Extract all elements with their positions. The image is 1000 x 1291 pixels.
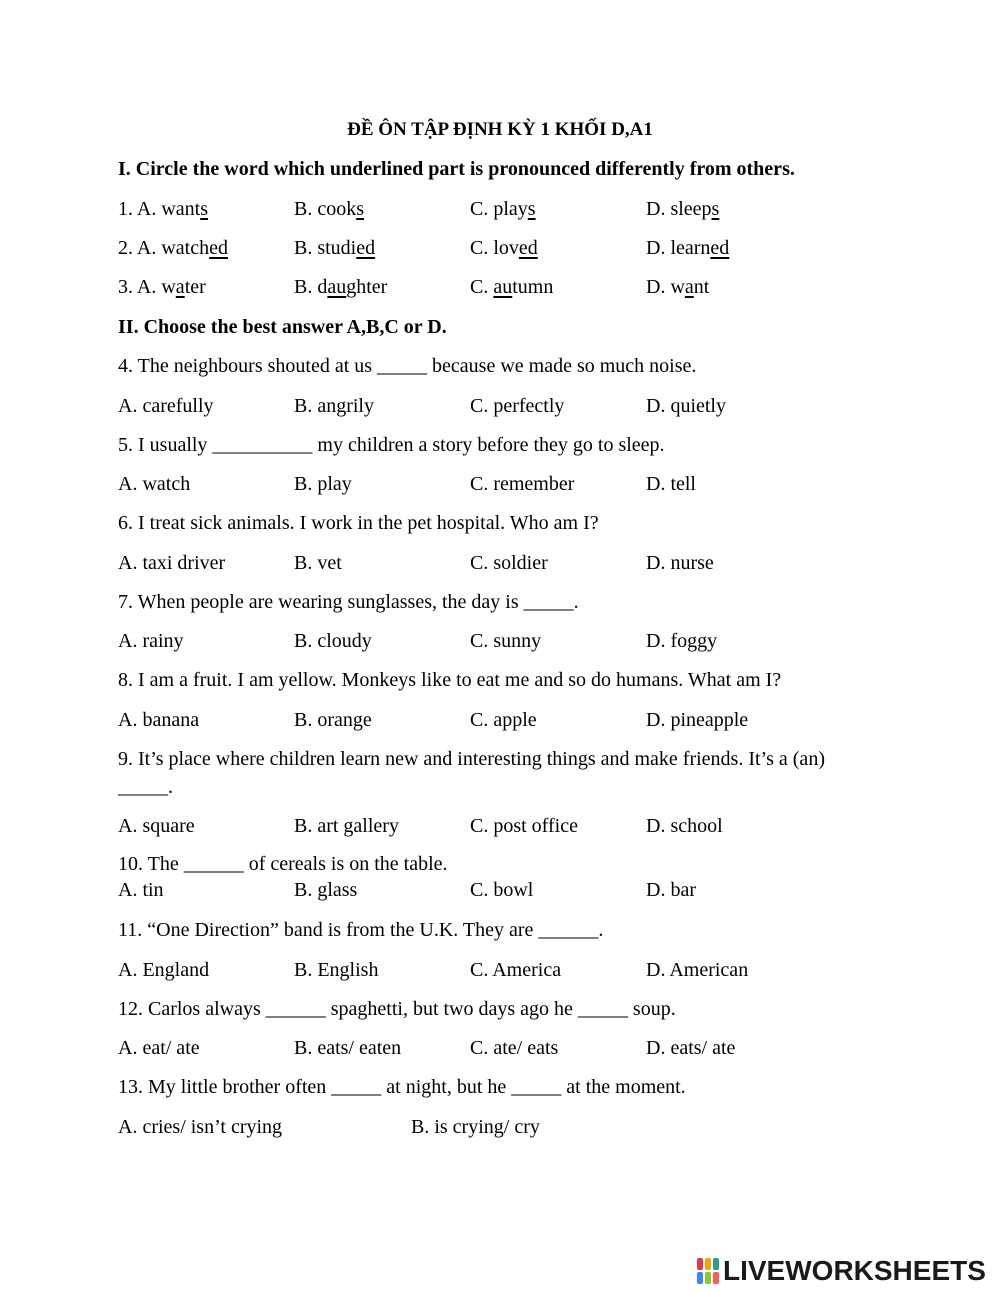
q5-option-c[interactable]: C. remember xyxy=(470,473,575,495)
q10-option-b[interactable]: B. glass xyxy=(294,879,358,901)
question-6-options xyxy=(118,551,918,575)
q2-option-a[interactable]: 2. A. watched xyxy=(118,237,228,259)
logo-block-5 xyxy=(705,1272,711,1284)
q1-option-d[interactable]: D. sleeps xyxy=(646,198,720,220)
question-5-text: 5. I usually __________ my children a story before they go to sleep. xyxy=(118,434,665,456)
question-9-text-continued: _____. xyxy=(118,776,173,798)
question-11-options xyxy=(118,958,918,982)
question-7-text: 7. When people are wearing sunglasses, the day is _____. xyxy=(118,591,579,613)
section-1-heading: I. Circle the word which underlined part is pronounced differently from others. xyxy=(118,158,795,180)
question-10-options xyxy=(118,878,918,902)
question-10-text: 10. The ______ of cereals is on the table. xyxy=(118,853,448,875)
q13-option-a[interactable]: A. cries/ isn’t crying xyxy=(118,1116,283,1138)
question-11-text: 11. “One Direction” band is from the U.K. They are ______. xyxy=(118,919,604,941)
q2-option-b[interactable]: B. studied xyxy=(294,237,376,259)
question-8-text: 8. I am a fruit. I am yellow. Monkeys like to eat me and so do humans. What am I? xyxy=(118,669,782,691)
logo-block-6 xyxy=(713,1272,719,1284)
question-12-text: 12. Carlos always ______ spaghetti, but two days ago he _____ soup. xyxy=(118,998,676,1020)
liveworksheets-logo-icon xyxy=(697,1258,719,1284)
q3-option-c[interactable]: C. autumn xyxy=(470,276,554,298)
question-4-options xyxy=(118,394,918,418)
logo-block-4 xyxy=(697,1272,703,1284)
q5-option-d[interactable]: D. tell xyxy=(646,473,696,495)
q6-option-d[interactable]: D. nurse xyxy=(646,552,714,574)
q5-option-b[interactable]: B. play xyxy=(294,473,352,495)
q9-option-b[interactable]: B. art gallery xyxy=(294,815,399,837)
q7-option-d[interactable]: D. foggy xyxy=(646,630,718,652)
q6-option-b[interactable]: B. vet xyxy=(294,552,342,574)
question-2-options xyxy=(118,236,918,260)
q8-option-a[interactable]: A. banana xyxy=(118,709,200,731)
question-9-options xyxy=(118,814,918,838)
question-13-options xyxy=(118,1115,918,1139)
q8-option-d[interactable]: D. pineapple xyxy=(646,709,749,731)
q1-option-b[interactable]: B. cooks xyxy=(294,198,365,220)
logo-block-1 xyxy=(697,1258,703,1270)
q12-option-c[interactable]: C. ate/ eats xyxy=(470,1037,559,1059)
q8-option-c[interactable]: C. apple xyxy=(470,709,537,731)
q2-option-c[interactable]: C. loved xyxy=(470,237,538,259)
q4-option-c[interactable]: C. perfectly xyxy=(470,395,565,417)
question-7-options xyxy=(118,629,918,653)
q4-option-b[interactable]: B. angrily xyxy=(294,395,374,417)
question-12-options xyxy=(118,1036,918,1060)
q7-option-c[interactable]: C. sunny xyxy=(470,630,542,652)
q8-option-b[interactable]: B. orange xyxy=(294,709,372,731)
q1-option-c[interactable]: C. plays xyxy=(470,198,536,220)
q6-option-c[interactable]: C. soldier xyxy=(470,552,548,574)
q11-option-b[interactable]: B. English xyxy=(294,959,379,981)
q4-option-d[interactable]: D. quietly xyxy=(646,395,726,417)
q11-option-c[interactable]: C. America xyxy=(470,959,562,981)
q11-option-d[interactable]: D. American xyxy=(646,959,749,981)
question-1-options xyxy=(118,197,918,221)
section-2-heading: II. Choose the best answer A,B,C or D. xyxy=(118,316,447,338)
q9-option-d[interactable]: D. school xyxy=(646,815,723,837)
page-title: ĐỀ ÔN TẬP ĐỊNH KỲ 1 KHỐI D,A1 xyxy=(347,119,653,140)
question-13-text: 13. My little brother often _____ at night, but he _____ at the moment. xyxy=(118,1076,686,1098)
q11-option-a[interactable]: A. England xyxy=(118,959,210,981)
q1-option-a[interactable]: 1. A. wants xyxy=(118,198,209,220)
q3-option-a[interactable]: 3. A. water xyxy=(118,276,206,298)
logo-block-3 xyxy=(713,1258,719,1270)
logo-text: LIVEWORKSHEETS xyxy=(723,1255,986,1286)
q12-option-a[interactable]: A. eat/ ate xyxy=(118,1037,200,1059)
q10-option-c[interactable]: C. bowl xyxy=(470,879,534,901)
q10-option-d[interactable]: D. bar xyxy=(646,879,696,901)
q2-option-d[interactable]: D. learned xyxy=(646,237,730,259)
q10-option-a[interactable]: A. tin xyxy=(118,879,164,901)
question-3-options xyxy=(118,275,918,299)
question-8-options xyxy=(118,708,918,732)
q13-option-b[interactable]: B. is crying/ cry xyxy=(411,1116,540,1138)
question-9-text: 9. It’s place where children learn new and interesting things and make friends. It’s a (an) xyxy=(118,748,825,770)
q7-option-a[interactable]: A. rainy xyxy=(118,630,184,652)
q9-option-a[interactable]: A. square xyxy=(118,815,195,837)
q7-option-b[interactable]: B. cloudy xyxy=(294,630,372,652)
q6-option-a[interactable]: A. taxi driver xyxy=(118,552,226,574)
q3-option-b[interactable]: B. daughter xyxy=(294,276,388,298)
question-5-options xyxy=(118,472,918,496)
q12-option-d[interactable]: D. eats/ ate xyxy=(646,1037,736,1059)
q4-option-a[interactable]: A. carefully xyxy=(118,395,214,417)
liveworksheets-logo xyxy=(697,1255,986,1287)
logo-block-2 xyxy=(705,1258,711,1270)
question-4-text: 4. The neighbours shouted at us _____ because we made so much noise. xyxy=(118,355,697,377)
q12-option-b[interactable]: B. eats/ eaten xyxy=(294,1037,402,1059)
question-6-text: 6. I treat sick animals. I work in the pet hospital. Who am I? xyxy=(118,512,599,534)
q5-option-a[interactable]: A. watch xyxy=(118,473,191,495)
q9-option-c[interactable]: C. post office xyxy=(470,815,578,837)
q3-option-d[interactable]: D. want xyxy=(646,276,710,298)
